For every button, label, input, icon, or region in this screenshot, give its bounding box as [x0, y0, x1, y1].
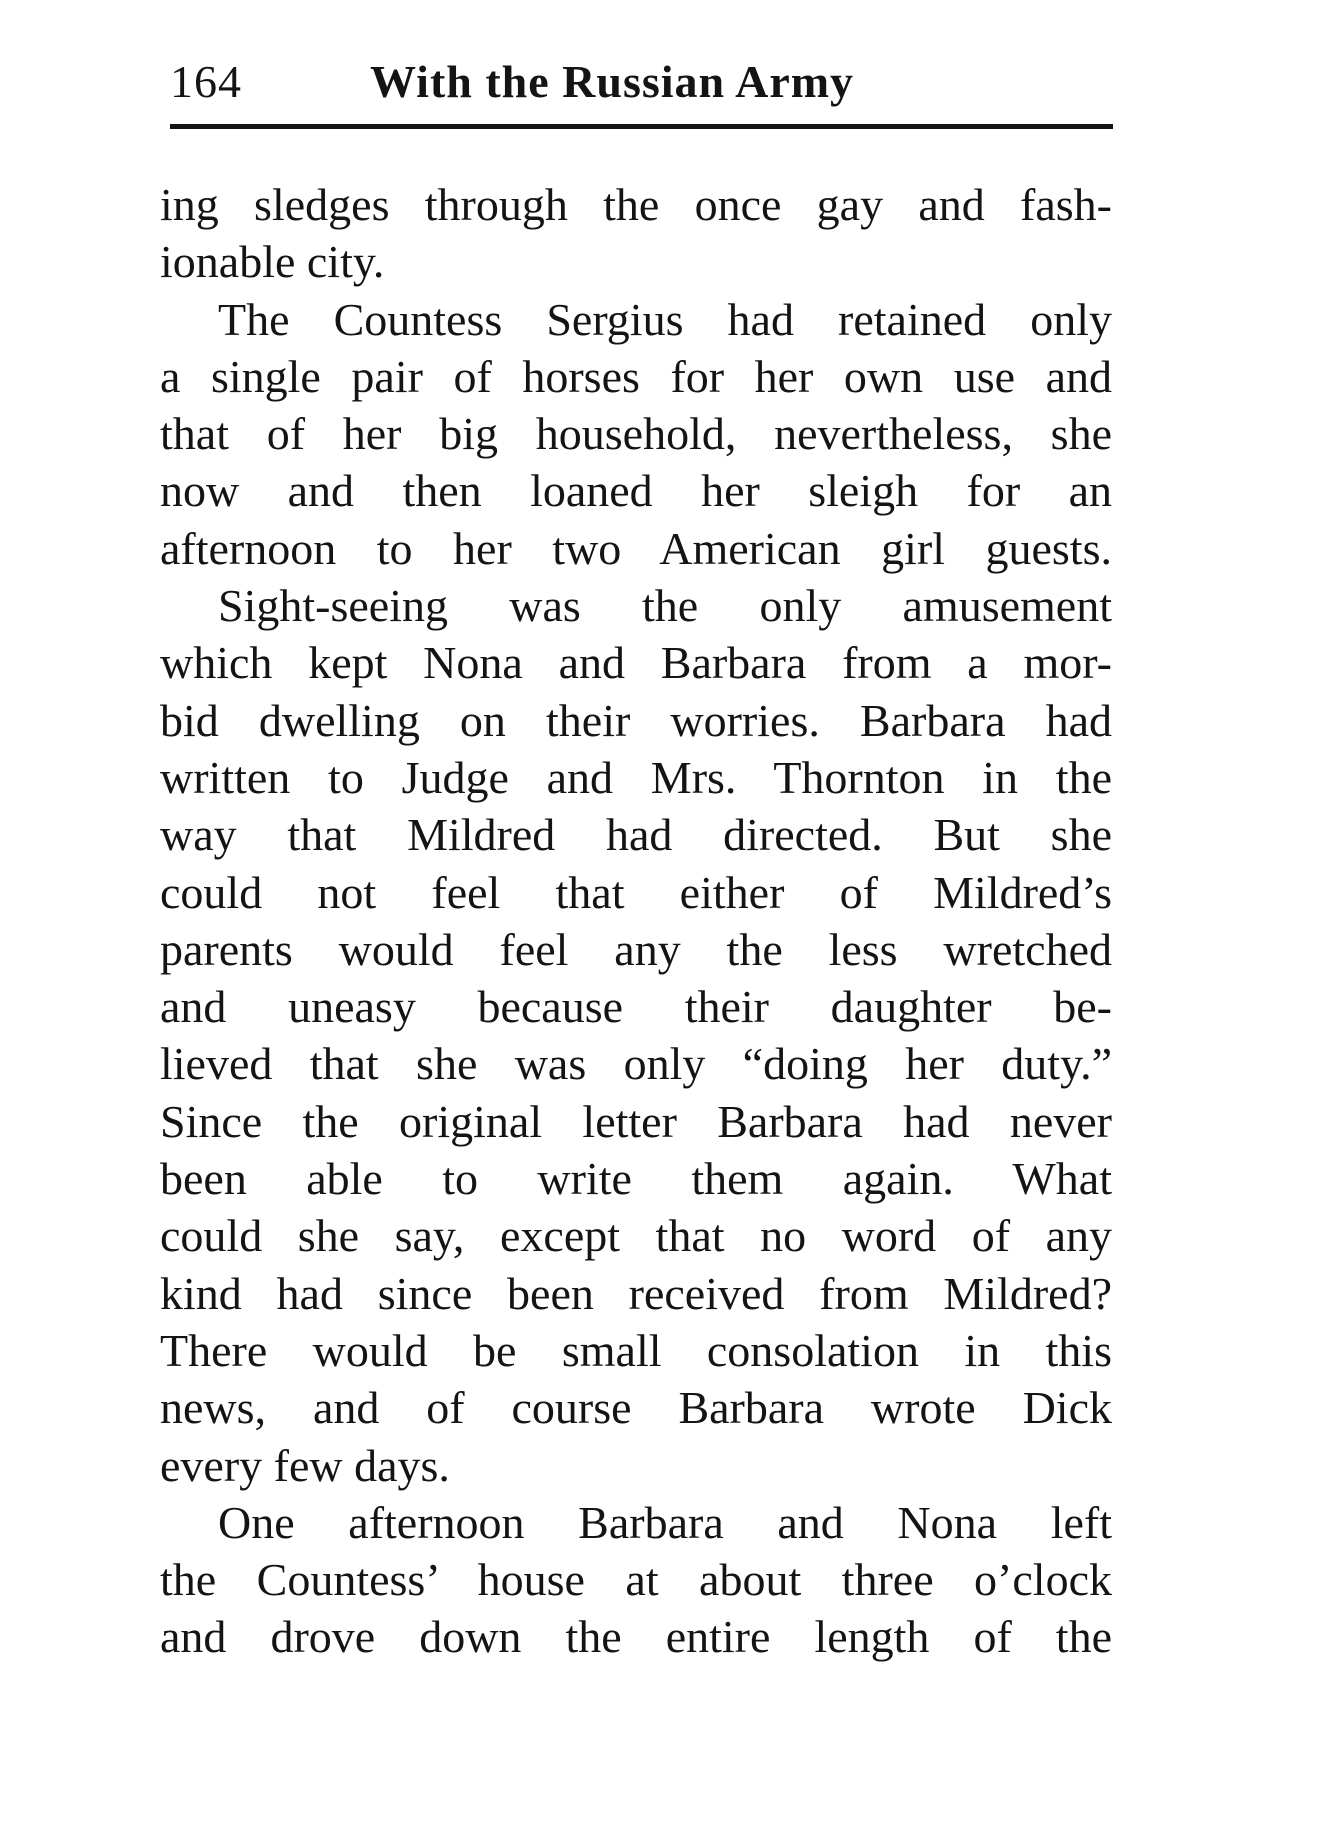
text-line: parents would feel any the less wretched [160, 923, 1112, 975]
text-line: a single pair of horses for her own use and [160, 350, 1112, 402]
text-line: been able to write them again. What [160, 1153, 1112, 1205]
text-line: One afternoon Barbara and Nona left [218, 1496, 1112, 1548]
text-line: written to Judge and Mrs. Thornton in the [160, 751, 1112, 803]
running-title: With the Russian Army [370, 56, 855, 107]
text-line: could she say, except that no word of any [160, 1210, 1112, 1262]
text-line: lieved that she was only “doing her duty.” [160, 1038, 1112, 1090]
text-line: afternoon to her two American girl guests. [160, 522, 1112, 574]
text-line: way that Mildred had directed. But she [160, 809, 1112, 861]
body-text [160, 176, 1112, 1666]
text-line: which kept Nona and Barbara from a mor- [160, 637, 1112, 689]
text-line: news, and of course Barbara wrote Dick [160, 1382, 1112, 1434]
text-line: and uneasy because their daughter be- [160, 981, 1112, 1033]
page-number: 164 [170, 56, 242, 107]
page-header [170, 52, 1110, 112]
text-line: could not feel that either of Mildred’s [160, 866, 1112, 918]
text-line: There would be small consolation in this [160, 1324, 1112, 1376]
text-line: bid dwelling on their worries. Barbara had [160, 694, 1112, 746]
text-line: Sight-seeing was the only amusement [218, 580, 1112, 632]
text-line: The Countess Sergius had retained only [218, 293, 1112, 345]
text-line: Since the original letter Barbara had never [160, 1095, 1112, 1147]
text-line: now and then loaned her sleigh for an [160, 465, 1112, 517]
text-line: the Countess’ house at about three o’clock [160, 1554, 1112, 1606]
text-line: ing sledges through the once gay and fash- [160, 179, 1112, 230]
text-line: and drove down the entire length of the [160, 1611, 1112, 1663]
header-rule [170, 124, 1113, 129]
text-line: every few days. [160, 1439, 450, 1491]
text-line: that of her big household, nevertheless, she [160, 408, 1112, 460]
text-line: ionable city. [160, 236, 385, 288]
text-line: kind had since been received from Mildred? [160, 1267, 1112, 1319]
